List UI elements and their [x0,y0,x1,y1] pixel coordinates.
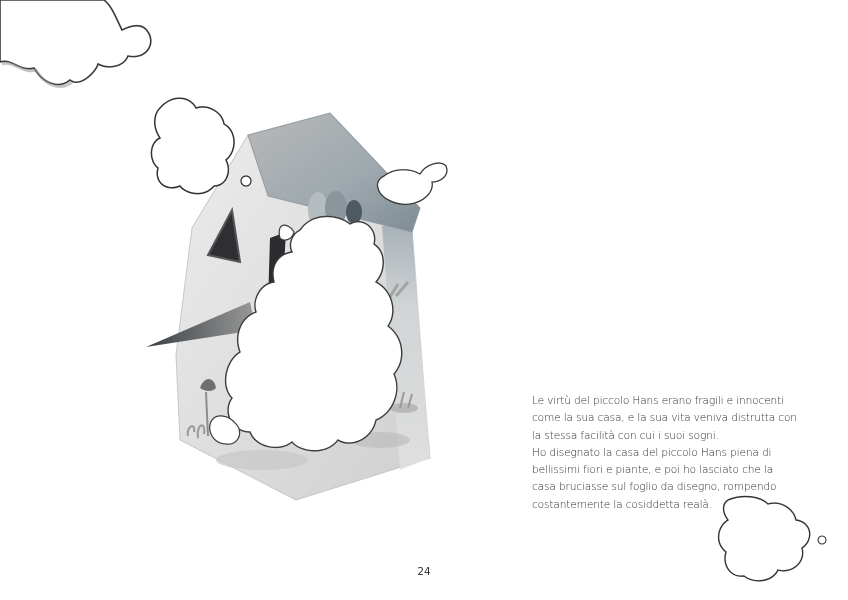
burn-hole-roof-right [377,163,446,204]
text-line: Ho disegnato la casa del piccolo Hans piena di [532,446,772,459]
page-number: 24 [417,566,431,578]
text-line: costantemente la cosiddetta realà. [532,498,712,511]
burn-hole-top-left [0,0,151,86]
text-line: casa bruciasse sul foglio da disegno, rompendo [532,481,777,494]
text-line: Le virtù del piccolo Hans erano fragili e innocenti [532,395,784,407]
text-line: la stessa facilità con cui i suoi sogni. [532,429,719,442]
text-line: come la sua casa, e la sua vita veniva distrutta con [532,412,797,425]
body-text [532,393,797,514]
text-line: bellissimi fiori e piante, e poi ho lasciato che la [532,464,774,477]
